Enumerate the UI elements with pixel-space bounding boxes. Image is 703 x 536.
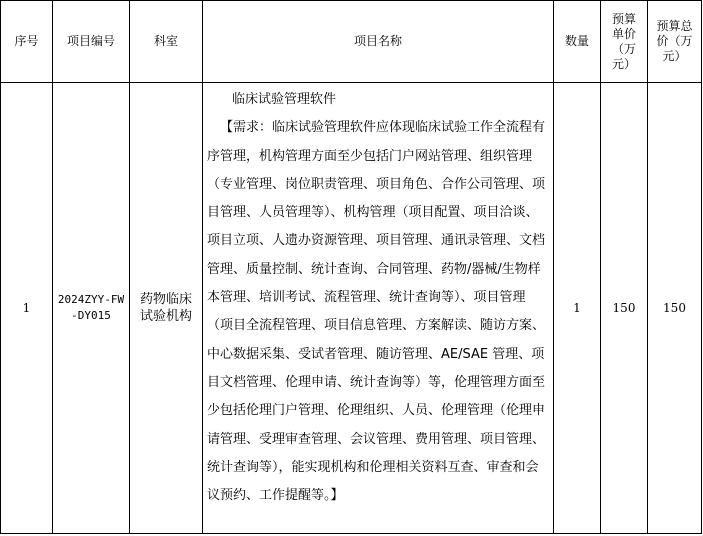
header-qty: 数量 [554, 1, 601, 83]
header-total-price: 预算总价（万元） [648, 1, 702, 83]
project-requirements: 【需求：临床试验管理软件应体现临床试验工作全流程有序管理，机构管理方面至少包括门户网站管理、组织管理（专业管理、岗位职责管理、项目角色、合作公司管理、项目管理、人员管理等）、机构管理（项目配置、项目洽谈、项目立项、人遗办资源管理、项目管理、通讯录管理、文档管理、质量控制、统计查询、合同管理、药物/器械/生物样本管理、培训考试、流程管理、统计查询等）、项目管理（项目全流程管理、项目信息管理、方案解读、随访方案、中心数据采集、受试者管理、随访管理、AE/SAE 管理、项目文档管理、伦理申请、统计查询等）等，伦理管理方面至少包括伦理门户管理、伦理组织、人员、伦理管理（伦理申请管理、受理审查管理、会议管理、费用管理、项目管理、统计查询等），能实现机构和伦理相关资料互查、审查和会议预约、工作提醒等。】 [207, 120, 546, 504]
cell-code: 2024ZYY-FW-DY015 [53, 83, 130, 534]
header-code: 项目编号 [53, 1, 130, 83]
header-seq: 序号 [1, 1, 53, 83]
project-title: 临床试验管理软件 [232, 92, 337, 107]
table-row [1, 83, 702, 534]
header-unit-price: 预算单价（万元） [601, 1, 648, 83]
header-row [1, 1, 702, 83]
header-name: 项目名称 [203, 1, 554, 83]
cell-qty: 1 [554, 83, 601, 534]
header-dept: 科室 [130, 1, 203, 83]
cell-unit-price: 150 [601, 83, 648, 534]
cell-name [203, 83, 554, 534]
cell-total-price: 150 [648, 83, 702, 534]
cell-seq: 1 [1, 83, 53, 534]
cell-dept: 药物临床试验机构 [130, 83, 203, 534]
